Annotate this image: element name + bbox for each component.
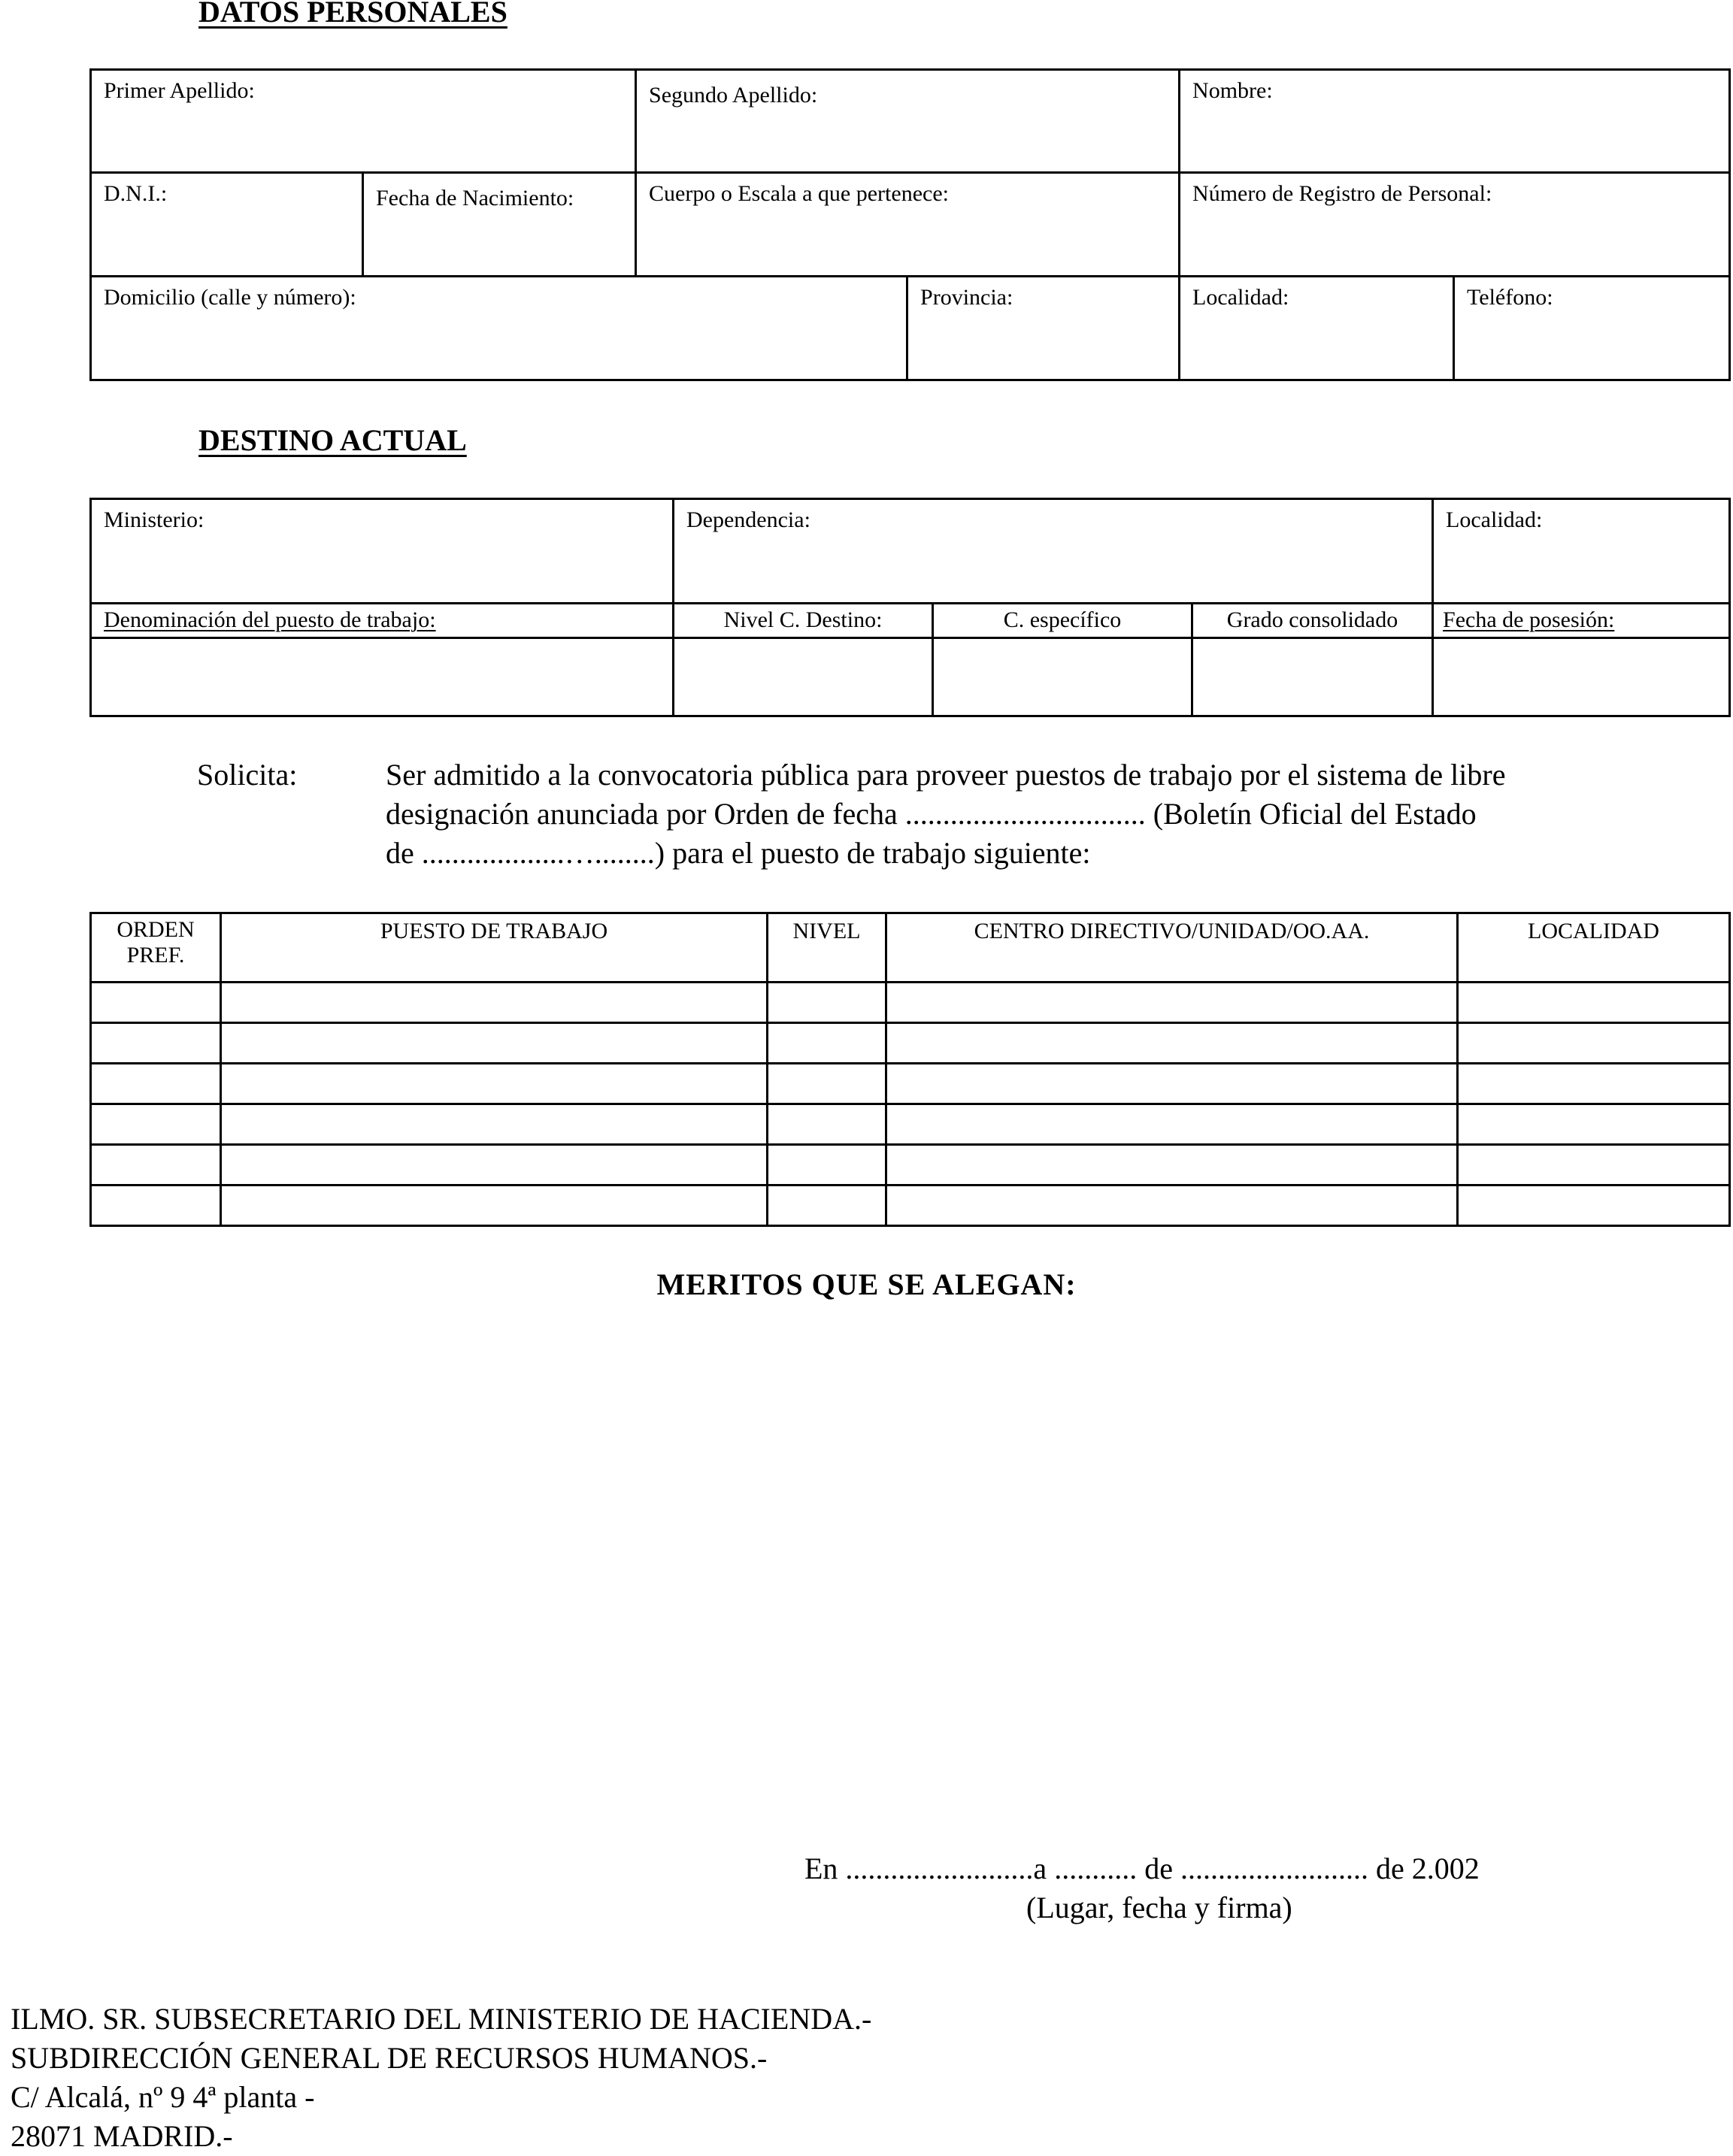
- centro-cell[interactable]: [886, 1145, 1458, 1185]
- localidad-destino-label: Localidad:: [1446, 507, 1543, 532]
- destino-actual-table: [89, 498, 1731, 717]
- grado-consolidado-label: Grado consolidado: [1226, 607, 1398, 632]
- domicilio-label: Domicilio (calle y número):: [104, 285, 356, 310]
- solicita-line-2: designación anunciada por Orden de fecha ................................ (Boletín Oficial del Estado: [386, 797, 1477, 831]
- localidad-cell[interactable]: [1458, 1023, 1730, 1064]
- provincia-label: Provincia:: [920, 285, 1013, 310]
- segundo-apellido-field[interactable]: [636, 70, 1180, 173]
- denominacion-label: Denominación del puesto de trabajo:: [104, 607, 436, 632]
- c-especifico-field[interactable]: [933, 638, 1192, 716]
- fecha-posesion-field[interactable]: [1433, 638, 1730, 716]
- orden-cell[interactable]: [91, 1185, 221, 1226]
- nivel-cell[interactable]: [768, 1023, 886, 1064]
- puestos-header-row: [91, 913, 1730, 983]
- orden-cell[interactable]: [91, 1104, 221, 1145]
- orden-header-line-1: ORDEN: [117, 917, 195, 942]
- dni-field[interactable]: [91, 173, 363, 277]
- provincia-field[interactable]: [907, 277, 1180, 380]
- telefono-label: Teléfono:: [1467, 285, 1553, 310]
- signature-line: En .........................a ........... de ......................... de 2.002: [804, 1852, 1480, 1885]
- table-row: [91, 1023, 1730, 1064]
- puestos-table: [89, 912, 1731, 1227]
- dni-label: D.N.I.:: [104, 181, 168, 206]
- telefono-field[interactable]: [1454, 277, 1730, 380]
- centro-header: CENTRO DIRECTIVO/UNIDAD/OO.AA.: [974, 919, 1370, 943]
- nivel-cell[interactable]: [768, 1104, 886, 1145]
- primer-apellido-label: Primer Apellido:: [104, 78, 255, 103]
- nivel-cell[interactable]: [768, 1185, 886, 1226]
- grado-consolidado-field[interactable]: [1192, 638, 1433, 716]
- cuerpo-escala-field[interactable]: [636, 173, 1180, 277]
- ministerio-label: Ministerio:: [104, 507, 205, 532]
- localidad-cell[interactable]: [1458, 1145, 1730, 1185]
- segundo-apellido-label: Segundo Apellido:: [649, 83, 818, 107]
- nivel-cell[interactable]: [768, 983, 886, 1023]
- centro-cell[interactable]: [886, 1185, 1458, 1226]
- puesto-cell[interactable]: [221, 1145, 768, 1185]
- orden-cell[interactable]: [91, 1145, 221, 1185]
- cuerpo-escala-label: Cuerpo o Escala a que pertenece:: [649, 181, 949, 206]
- address-line-2: SUBDIRECCIÓN GENERAL DE RECURSOS HUMANOS.-: [11, 2041, 768, 2075]
- puesto-cell[interactable]: [221, 983, 768, 1023]
- fecha-posesion-label: Fecha de posesión:: [1443, 607, 1615, 632]
- localidad-cell[interactable]: [1458, 1064, 1730, 1104]
- orden-pref-header: [92, 914, 220, 968]
- fecha-nacimiento-label: Fecha de Nacimiento:: [376, 186, 574, 210]
- address-line-4: 28071 MADRID.-: [11, 2119, 233, 2153]
- table-row: [91, 1104, 1730, 1145]
- denominacion-field[interactable]: [91, 638, 674, 716]
- nombre-label: Nombre:: [1192, 78, 1273, 103]
- puesto-cell[interactable]: [221, 1185, 768, 1226]
- solicita-line-1: Ser admitido a la convocatoria pública para proveer puestos de trabajo por el sistema de libre: [386, 758, 1506, 792]
- domicilio-field[interactable]: [91, 277, 907, 380]
- section-title-datos-personales: DATOS PERSONALES: [198, 0, 507, 29]
- centro-cell[interactable]: [886, 1023, 1458, 1064]
- puesto-cell[interactable]: [221, 1064, 768, 1104]
- orden-cell[interactable]: [91, 983, 221, 1023]
- numero-registro-label: Número de Registro de Personal:: [1192, 181, 1492, 206]
- numero-registro-field[interactable]: [1180, 173, 1730, 277]
- ministerio-field[interactable]: [91, 499, 674, 604]
- orden-cell[interactable]: [91, 1023, 221, 1064]
- centro-cell[interactable]: [886, 1104, 1458, 1145]
- localidad-destino-field[interactable]: [1433, 499, 1730, 604]
- localidad-cell[interactable]: [1458, 1185, 1730, 1226]
- signature-caption: (Lugar, fecha y firma): [1026, 1891, 1292, 1924]
- puesto-cell[interactable]: [221, 1104, 768, 1145]
- address-line-3: C/ Alcalá, nº 9 4ª planta -: [11, 2080, 315, 2114]
- recipient-address: [11, 2000, 871, 2156]
- table-row: [91, 1145, 1730, 1185]
- localidad-cell[interactable]: [1458, 1104, 1730, 1145]
- orden-cell[interactable]: [91, 1064, 221, 1104]
- primer-apellido-field[interactable]: [91, 70, 636, 173]
- fecha-nacimiento-field[interactable]: [363, 173, 636, 277]
- dependencia-label: Dependencia:: [686, 507, 810, 532]
- table-row: [91, 1185, 1730, 1226]
- nivel-destino-field[interactable]: [674, 638, 933, 716]
- merits-area[interactable]: [89, 1323, 1728, 1834]
- table-row: [91, 1064, 1730, 1104]
- localidad-label: Localidad:: [1192, 285, 1289, 310]
- puesto-cell[interactable]: [221, 1023, 768, 1064]
- orden-header-line-2: PREF.: [126, 943, 185, 967]
- localidad-field[interactable]: [1180, 277, 1454, 380]
- nivel-cell[interactable]: [768, 1145, 886, 1185]
- nombre-field[interactable]: [1180, 70, 1730, 173]
- solicita-line-3: de ...................…........) para el puesto de trabajo siguiente:: [386, 836, 1091, 870]
- address-line-1: ILMO. SR. SUBSECRETARIO DEL MINISTERIO DE HACIENDA.-: [11, 2002, 872, 2036]
- merits-title: MERITOS QUE SE ALEGAN:: [656, 1267, 1077, 1301]
- table-row: [91, 983, 1730, 1023]
- solicita-text: [386, 756, 1694, 873]
- localidad-cell[interactable]: [1458, 983, 1730, 1023]
- centro-cell[interactable]: [886, 983, 1458, 1023]
- puesto-header: PUESTO DE TRABAJO: [380, 919, 608, 943]
- dependencia-field[interactable]: [674, 499, 1433, 604]
- datos-personales-table: [89, 68, 1731, 381]
- nivel-cell[interactable]: [768, 1064, 886, 1104]
- nivel-header: NIVEL: [792, 919, 861, 943]
- solicita-label: Solicita:: [197, 758, 298, 792]
- localidad-header: LOCALIDAD: [1528, 919, 1659, 943]
- nivel-destino-label: Nivel C. Destino:: [723, 607, 883, 632]
- c-especifico-label: C. específico: [1003, 607, 1122, 632]
- section-title-destino-actual: DESTINO ACTUAL: [198, 423, 467, 457]
- centro-cell[interactable]: [886, 1064, 1458, 1104]
